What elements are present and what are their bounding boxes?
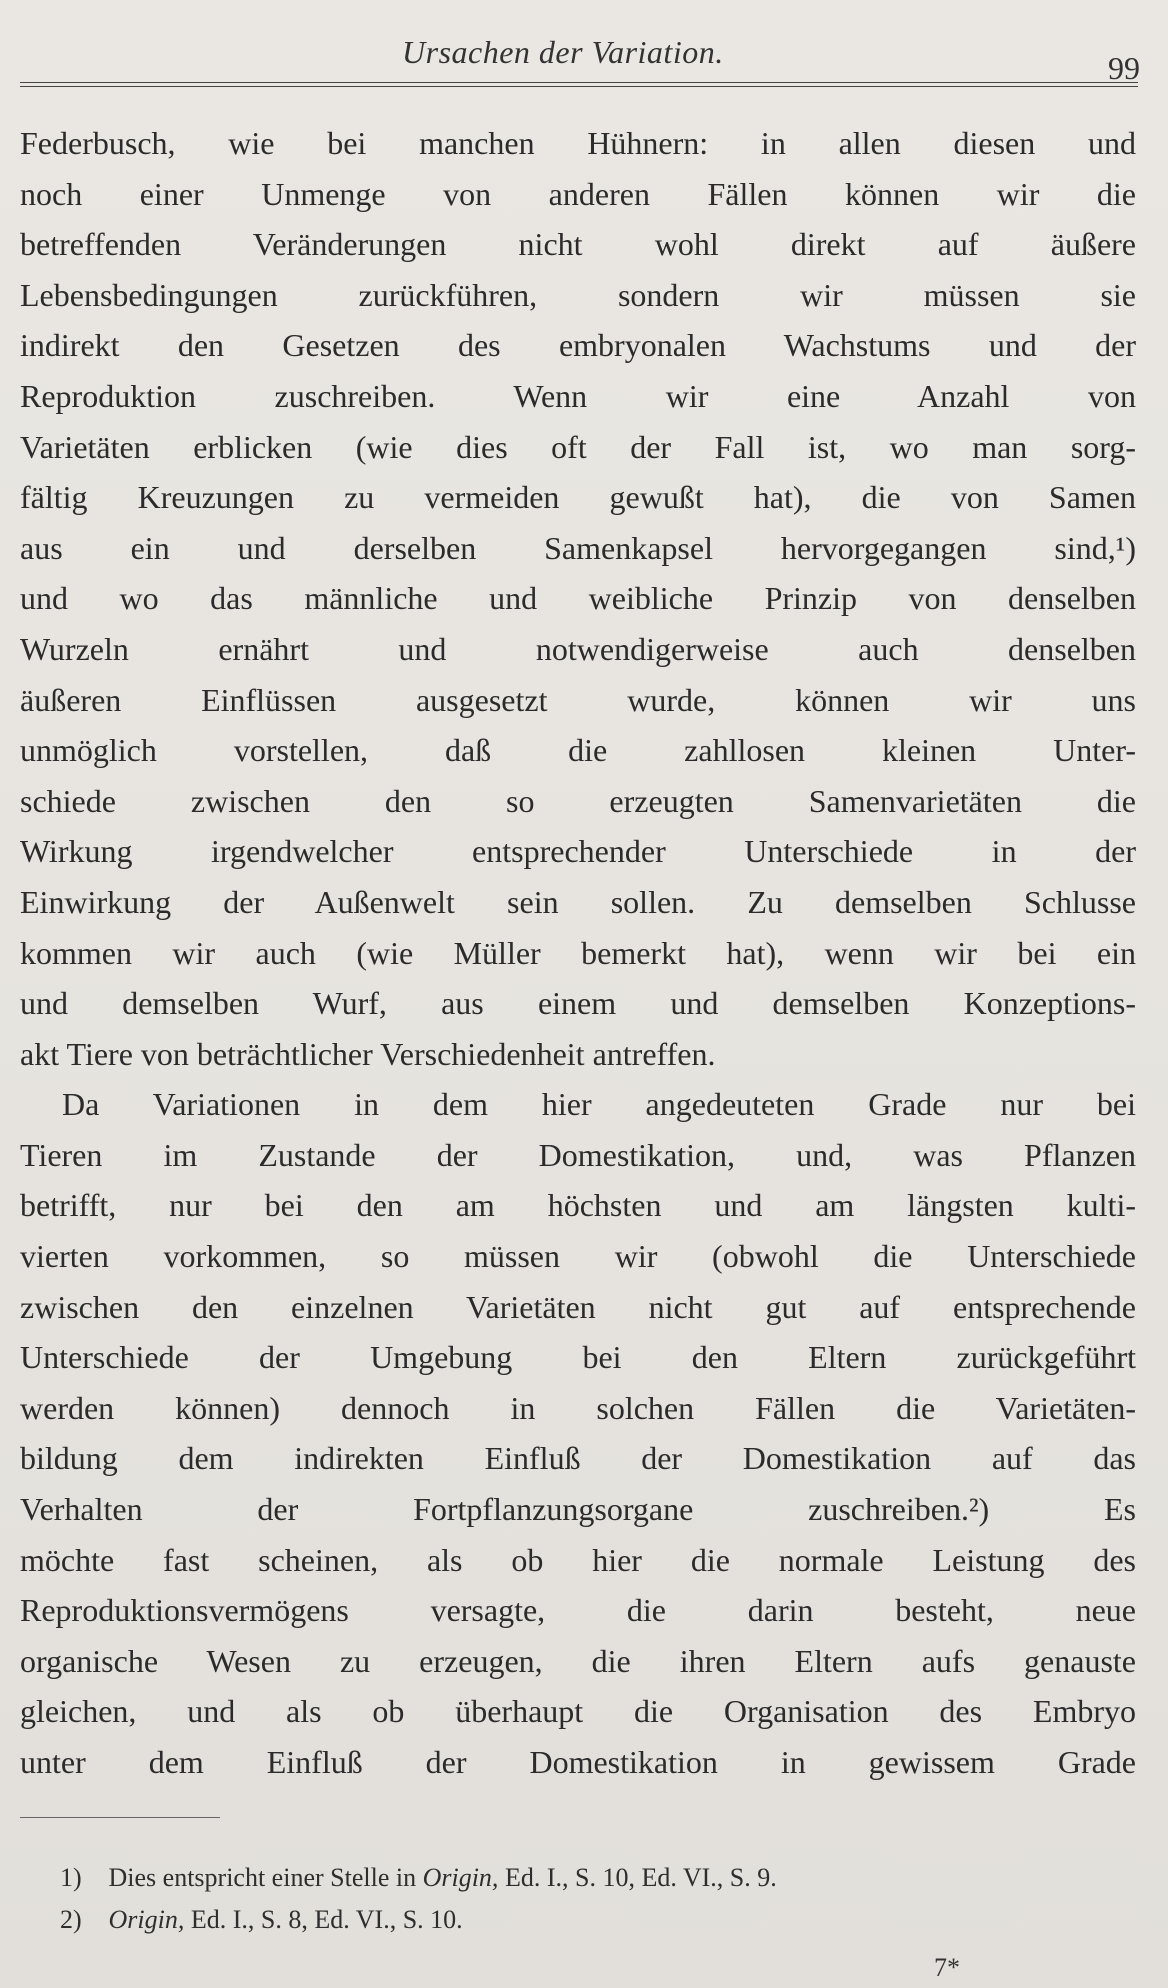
signature-mark: 7* [934,1953,960,1982]
header-double-rule [20,82,1138,87]
text-line: fältig Kreuzungen zu vermeiden gewußt hat), die von Samen [20,479,1136,516]
text-line: möchte fast scheinen, als ob hier die normale Leistung des [20,1541,1136,1578]
text-line: Reproduktion zuschreiben. Wenn wir eine Anzahl von [20,377,1136,414]
footnotes [60,1857,1100,1941]
footnote-marker: 1) [60,1863,82,1892]
body-text [20,118,1136,1788]
footnote [60,1899,1100,1941]
footnote-work-title: Origin, [108,1905,185,1934]
text-line: Wirkung irgendwelcher entsprechender Unterschiede in der [20,833,1136,870]
text-line: Wurzeln ernährt und notwendigerweise auch denselben [20,630,1136,667]
text-line: Verhalten der Fortpflanzungsorgane zuschreiben.²) Es [20,1491,1136,1528]
text-line: und demselben Wurf, aus einem und demselben Konzeptions- [20,985,1136,1022]
running-title: Ursachen der Variation. [402,34,724,70]
page-number: 99 [1108,50,1140,86]
text-line: noch einer Unmenge von anderen Fällen können wir die [20,175,1136,212]
text-line: Varietäten erblicken (wie dies oft der Fall ist, wo man sorg- [20,428,1136,465]
text-line: Federbusch, wie bei manchen Hühnern: in allen diesen und [20,125,1136,161]
paragraph-start-line: Da Variationen in dem hier angedeuteten Grade nur bei [62,1086,1136,1123]
paragraph-end-line: akt Tiere von beträchtlicher Verschiedenheit antreffen. [20,1035,716,1072]
text-line: vierten vorkommen, so müssen wir (obwohl die Unterschiede [20,1238,1136,1275]
text-line: betreffenden Veränderungen nicht wohl direkt auf äußere [20,226,1136,263]
text-line: unter dem Einfluß der Domestikation in gewissem Grade [20,1744,1136,1780]
text-line: werden können) dennoch in solchen Fällen die Varietäten- [20,1389,1136,1426]
footnote-citation: Ed. I., S. 10, Ed. VI., S. 9. [504,1863,777,1892]
text-line: und wo das männliche und weibliche Prinzip von denselben [20,580,1136,617]
text-line: schiede zwischen den so erzeugten Samenvarietäten die [20,782,1136,819]
text-line: Reproduktionsvermögens versagte, die darin besteht, neue [20,1592,1136,1629]
text-line: organische Wesen zu erzeugen, die ihren Eltern aufs genauste [20,1642,1136,1679]
text-line: Tieren im Zustande der Domestikation, und, was Pflanzen [20,1136,1136,1173]
text-line: gleichen, und als ob überhaupt die Organisation des Embryo [20,1693,1136,1730]
text-line: zwischen den einzelnen Varietäten nicht gut auf entsprechende [20,1288,1136,1325]
text-line: Lebensbedingungen zurückführen, sondern wir müssen sie [20,276,1136,313]
footnote-marker: 2) [60,1905,82,1934]
footnote-rule [20,1817,220,1818]
text-line: indirekt den Gesetzen des embryonalen Wachstums und der [20,327,1136,364]
text-line: aus ein und derselben Samenkapsel hervorgegangen sind,¹) [20,529,1136,566]
text-line: äußeren Einflüssen ausgesetzt wurde, können wir uns [20,681,1136,718]
text-line: unmöglich vorstellen, daß die zahllosen kleinen Unter- [20,732,1136,769]
running-head [0,30,1168,86]
text-line: Unterschiede der Umgebung bei den Eltern zurückgeführt [20,1339,1136,1376]
text-line: bildung dem indirekten Einfluß der Domestikation auf das [20,1440,1136,1477]
footnote [60,1857,1100,1899]
footnote-text: Dies entspricht einer Stelle in [108,1863,417,1892]
text-line: kommen wir auch (wie Müller bemerkt hat), wenn wir bei ein [20,934,1136,971]
footnote-work-title: Origin, [422,1863,499,1892]
text-line: Einwirkung der Außenwelt sein sollen. Zu demselben Schlusse [20,883,1136,920]
footnote-citation: Ed. I., S. 8, Ed. VI., S. 10. [190,1905,463,1934]
text-line: betrifft, nur bei den am höchsten und am längsten kulti- [20,1187,1136,1224]
